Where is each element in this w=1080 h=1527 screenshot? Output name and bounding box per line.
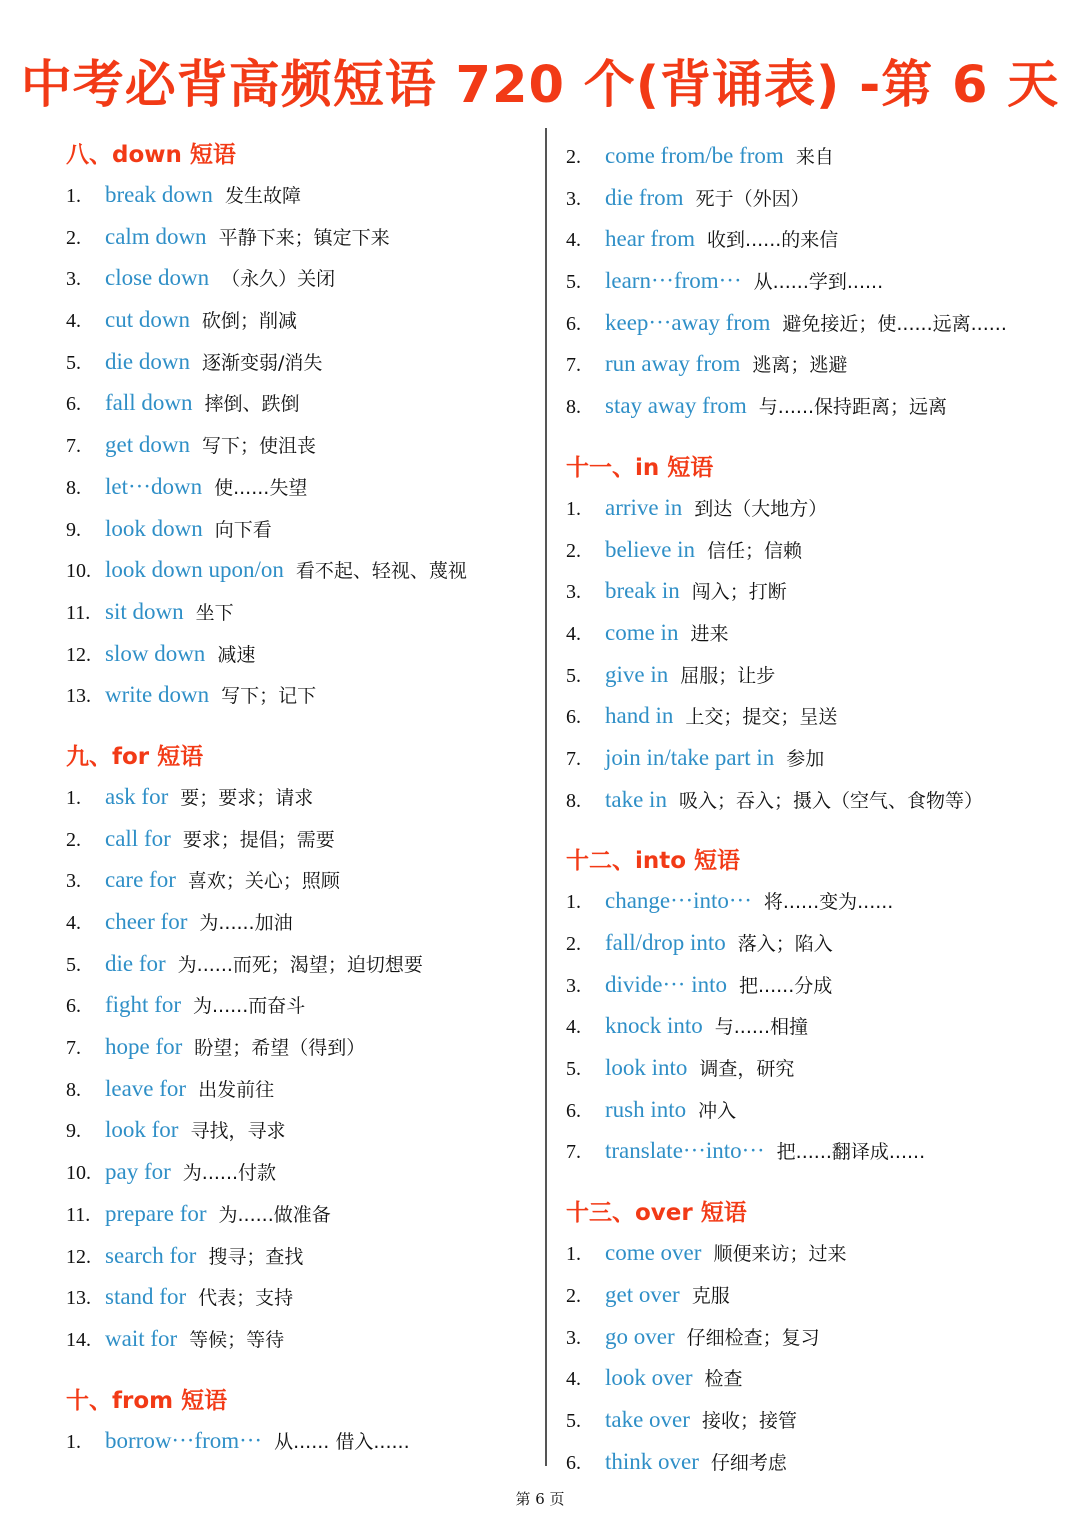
chinese-meaning: 把......翻译成...... <box>776 1141 926 1164</box>
item-number: 3. <box>566 974 581 997</box>
item-number: 3. <box>66 870 81 893</box>
list-item <box>566 385 1066 427</box>
list-item <box>66 466 536 508</box>
chinese-meaning: 检查 <box>704 1368 743 1391</box>
list-item <box>66 174 536 216</box>
chinese-meaning: 闯入；打断 <box>691 581 787 604</box>
chinese-meaning: 来自 <box>795 146 834 168</box>
chinese-meaning: 从...... 借入...... <box>274 1430 410 1453</box>
list-item <box>66 341 536 383</box>
list-item <box>566 1089 1066 1131</box>
item-number: 11. <box>66 601 91 624</box>
english-phrase: change···into··· <box>605 888 752 914</box>
english-phrase: search for <box>105 1242 197 1268</box>
english-phrase: arrive in <box>605 494 683 520</box>
english-phrase: cheer for <box>105 909 188 934</box>
chinese-meaning: 寻找，寻求 <box>190 1120 286 1143</box>
chinese-meaning: 克服 <box>691 1284 730 1307</box>
phrase-section <box>566 834 1066 1172</box>
item-number: 5. <box>566 1058 581 1081</box>
chinese-meaning: 死于（外因） <box>695 187 810 210</box>
list-item <box>566 1232 1066 1274</box>
item-number: 6. <box>66 393 81 416</box>
english-phrase: break down <box>105 182 213 207</box>
english-phrase: leave for <box>105 1075 187 1101</box>
item-number: 7. <box>566 747 581 770</box>
list-item <box>66 1235 536 1277</box>
list-item <box>566 260 1066 302</box>
english-phrase: get over <box>605 1281 680 1307</box>
english-phrase: let···down <box>105 473 203 499</box>
list-item <box>566 218 1066 260</box>
item-number: 6. <box>566 706 581 729</box>
english-phrase: look down <box>105 515 203 541</box>
item-number: 6. <box>566 312 581 335</box>
list-item <box>66 776 536 818</box>
section-heading: 十、from 短语 <box>66 1387 228 1414</box>
item-number: 3. <box>66 268 81 291</box>
english-phrase: go over <box>605 1323 675 1349</box>
chinese-meaning: 逃离；逃避 <box>752 354 848 377</box>
list-item <box>66 1318 536 1360</box>
list-item <box>566 1316 1066 1358</box>
list-item <box>66 943 536 985</box>
list-item <box>566 177 1066 219</box>
list-item <box>66 591 536 633</box>
english-phrase: think over <box>605 1448 699 1474</box>
list-item <box>566 695 1066 737</box>
chinese-meaning: 代表；支持 <box>198 1287 294 1310</box>
item-number: 5. <box>66 351 81 374</box>
list-item <box>566 779 1066 821</box>
chinese-meaning: 平静下来；镇定下来 <box>218 226 390 249</box>
item-number: 13. <box>66 1287 91 1310</box>
chinese-meaning: 等候；等待 <box>189 1328 285 1351</box>
item-number: 4. <box>66 912 81 934</box>
english-phrase: stay away from <box>605 393 747 419</box>
right-column <box>566 128 1066 1482</box>
list-item <box>566 487 1066 529</box>
item-number: 4. <box>566 622 581 645</box>
item-number: 5. <box>66 953 81 976</box>
chinese-meaning: 为......付款 <box>182 1162 277 1185</box>
section-heading: 十二、into 短语 <box>566 848 741 875</box>
english-phrase: sit down <box>105 598 184 624</box>
chinese-meaning: 写下；记下 <box>221 685 317 708</box>
list-item <box>66 424 536 466</box>
english-phrase: call for <box>105 825 171 851</box>
english-phrase: hand in <box>605 703 674 729</box>
item-number: 7. <box>66 435 81 458</box>
list-item <box>566 964 1066 1006</box>
list-item <box>66 901 536 943</box>
list-item <box>66 299 536 341</box>
item-number: 8. <box>566 789 581 812</box>
page-number: 第 6 页 <box>515 1490 565 1508</box>
chinese-meaning: （永久）关闭 <box>221 268 336 291</box>
english-phrase: break in <box>605 578 680 604</box>
english-phrase: close down <box>105 265 210 291</box>
item-number: 1. <box>566 891 581 914</box>
item-number: 2. <box>566 146 581 168</box>
english-phrase: look down upon/on <box>105 557 284 583</box>
chinese-meaning: 为......而死；渴望；迫切想要 <box>177 953 423 976</box>
item-number: 3. <box>566 1326 581 1349</box>
phrase-section <box>566 128 1066 427</box>
chinese-meaning: 搜寻；查找 <box>208 1245 304 1268</box>
item-number: 8. <box>566 396 581 419</box>
list-item <box>66 1151 536 1193</box>
item-number: 9. <box>66 518 81 541</box>
english-phrase: slow down <box>105 640 206 666</box>
english-phrase: prepare for <box>105 1200 207 1226</box>
english-phrase: take over <box>605 1406 690 1432</box>
item-number: 2. <box>566 539 581 562</box>
list-item <box>566 1441 1066 1483</box>
list-item <box>566 302 1066 344</box>
section-heading: 十一、in 短语 <box>566 454 714 481</box>
chinese-meaning: 看不起、轻视、蔑视 <box>295 560 467 583</box>
item-number: 5. <box>566 664 581 687</box>
english-phrase: look over <box>605 1365 693 1391</box>
english-phrase: hear from <box>605 226 696 252</box>
english-phrase: write down <box>105 682 210 708</box>
chinese-meaning: 坐下 <box>195 601 234 624</box>
item-number: 1. <box>66 1430 81 1453</box>
list-item <box>566 880 1066 922</box>
list-item <box>66 508 536 550</box>
section-heading: 八、down 短语 <box>66 142 236 168</box>
english-phrase: die for <box>105 950 166 976</box>
chinese-meaning: 为......做准备 <box>218 1203 331 1226</box>
chinese-meaning: 吸入；吞入；摄入（空气、食物等） <box>678 789 983 812</box>
item-number: 5. <box>566 271 581 294</box>
chinese-meaning: 使......失望 <box>214 476 308 499</box>
item-number: 1. <box>566 1243 581 1266</box>
english-phrase: hope for <box>105 1034 183 1060</box>
item-number: 10. <box>66 1162 91 1185</box>
english-phrase: die down <box>105 348 190 374</box>
item-number: 8. <box>66 476 81 499</box>
list-item <box>566 1047 1066 1089</box>
english-phrase: care for <box>105 867 176 893</box>
list-item <box>566 654 1066 696</box>
item-number: 12. <box>66 643 91 666</box>
left-column <box>66 128 536 1461</box>
item-number: 6. <box>66 995 81 1018</box>
list-item <box>566 135 1066 177</box>
list-item <box>566 1399 1066 1441</box>
page-title: 中考必背高频短语 720 个(背诵表) -第 6 天 <box>20 56 1060 115</box>
chinese-meaning: 到达（大地方） <box>694 497 828 520</box>
chinese-meaning: 将......变为...... <box>763 891 894 914</box>
english-phrase: knock into <box>605 1013 703 1039</box>
item-number: 5. <box>566 1409 581 1432</box>
list-item <box>66 674 536 716</box>
list-item <box>566 1274 1066 1316</box>
english-phrase: look into <box>605 1055 688 1081</box>
list-item <box>66 818 536 860</box>
chinese-meaning: 与......保持距离；远离 <box>758 396 948 419</box>
chinese-meaning: 把......分成 <box>739 974 833 997</box>
phrase-section <box>66 730 536 1360</box>
list-item <box>566 529 1066 571</box>
english-phrase: fall/drop into <box>605 930 726 955</box>
item-number: 4. <box>566 1016 581 1039</box>
chinese-meaning: 调查，研究 <box>699 1058 795 1081</box>
chinese-meaning: 与......相撞 <box>714 1016 808 1039</box>
item-number: 10. <box>66 560 91 583</box>
list-item <box>566 570 1066 612</box>
chinese-meaning: 喜欢；关心；照顾 <box>187 870 340 893</box>
chinese-meaning: 减速 <box>217 643 256 666</box>
english-phrase: come over <box>605 1240 702 1266</box>
item-number: 1. <box>566 497 581 520</box>
chinese-meaning: 信任；信赖 <box>707 539 803 562</box>
chinese-meaning: 为......加油 <box>199 912 293 934</box>
list-item <box>66 549 536 591</box>
item-number: 7. <box>566 1141 581 1164</box>
list-item <box>66 1109 536 1151</box>
list-item <box>66 257 536 299</box>
english-phrase: borrow···from··· <box>105 1427 263 1453</box>
list-item <box>66 1276 536 1318</box>
item-number: 1. <box>66 786 81 809</box>
section-heading: 九、for 短语 <box>66 743 204 770</box>
item-number: 3. <box>566 187 581 210</box>
english-phrase: cut down <box>105 307 190 333</box>
list-item <box>566 343 1066 385</box>
chinese-meaning: 进来 <box>690 622 729 645</box>
list-item <box>66 1068 536 1110</box>
english-phrase: fall down <box>105 390 193 416</box>
chinese-meaning: 砍倒；削减 <box>201 310 297 333</box>
item-number: 4. <box>66 310 81 333</box>
english-phrase: pay for <box>105 1159 171 1185</box>
list-item <box>66 1026 536 1068</box>
item-number: 7. <box>66 1037 81 1060</box>
chinese-meaning: 要求；提倡；需要 <box>182 828 335 851</box>
english-phrase: calm down <box>105 223 207 249</box>
chinese-meaning: 接收；接管 <box>701 1409 797 1432</box>
chinese-meaning: 发生故障 <box>224 185 301 207</box>
item-number: 13. <box>66 685 91 708</box>
list-item <box>566 1357 1066 1399</box>
chinese-meaning: 仔细检查；复习 <box>686 1326 820 1349</box>
list-item <box>566 612 1066 654</box>
english-phrase: rush into <box>605 1096 687 1122</box>
chinese-meaning: 落入；陷入 <box>737 933 833 955</box>
english-phrase: come from/be from <box>605 143 784 168</box>
english-phrase: translate···into··· <box>605 1138 765 1164</box>
chinese-meaning: 盼望；希望（得到） <box>194 1037 366 1060</box>
item-number: 2. <box>566 1284 581 1307</box>
item-number: 8. <box>66 1078 81 1101</box>
list-item <box>66 382 536 424</box>
item-number: 2. <box>66 828 81 851</box>
english-phrase: fight for <box>105 992 182 1018</box>
english-phrase: wait for <box>105 1325 178 1351</box>
chinese-meaning: 向下看 <box>214 518 272 541</box>
chinese-meaning: 避免接近；使......远离...... <box>782 312 1007 335</box>
item-number: 9. <box>66 1120 81 1143</box>
phrase-section <box>66 1374 536 1462</box>
item-number: 2. <box>566 933 581 955</box>
column-divider <box>545 128 547 1466</box>
chinese-meaning: 要；要求；请求 <box>180 786 314 809</box>
list-item <box>566 922 1066 964</box>
list-item <box>566 1005 1066 1047</box>
phrase-section <box>566 441 1066 821</box>
chinese-meaning: 从......学到...... <box>753 271 884 294</box>
phrase-section <box>566 1186 1066 1482</box>
chinese-meaning: 摔倒、跌倒 <box>204 393 300 416</box>
chinese-meaning: 上交；提交；呈送 <box>685 706 838 729</box>
chinese-meaning: 为......而奋斗 <box>193 995 306 1018</box>
item-number: 6. <box>566 1451 581 1474</box>
list-item <box>66 984 536 1026</box>
item-number: 7. <box>566 354 581 377</box>
english-phrase: come in <box>605 619 679 645</box>
english-phrase: stand for <box>105 1284 187 1310</box>
chinese-meaning: 逐渐变弱/消失 <box>201 351 323 374</box>
english-phrase: get down <box>105 432 190 458</box>
item-number: 4. <box>566 229 581 252</box>
list-item <box>66 216 536 258</box>
item-number: 3. <box>566 581 581 604</box>
chinese-meaning: 出发前往 <box>198 1078 275 1101</box>
english-phrase: ask for <box>105 783 169 809</box>
list-item <box>566 737 1066 779</box>
english-phrase: look for <box>105 1117 179 1143</box>
list-item <box>66 1420 536 1462</box>
english-phrase: run away from <box>605 351 741 377</box>
english-phrase: believe in <box>605 536 696 562</box>
item-number: 11. <box>66 1203 91 1226</box>
item-number: 1. <box>66 185 81 207</box>
english-phrase: keep···away from <box>605 309 771 335</box>
list-item <box>66 859 536 901</box>
english-phrase: give in <box>605 661 669 687</box>
english-phrase: join in/take part in <box>605 744 775 770</box>
chinese-meaning: 参加 <box>786 747 825 770</box>
item-number: 2. <box>66 226 81 249</box>
chinese-meaning: 收到......的来信 <box>707 229 839 252</box>
chinese-meaning: 顺便来访；过来 <box>713 1243 847 1266</box>
item-number: 6. <box>566 1099 581 1122</box>
english-phrase: divide··· into <box>605 971 727 997</box>
chinese-meaning: 屈服；让步 <box>680 664 776 687</box>
english-phrase: learn···from··· <box>605 268 742 294</box>
list-item <box>66 633 536 675</box>
list-item <box>66 1193 536 1235</box>
english-phrase: take in <box>605 786 667 812</box>
chinese-meaning: 仔细考虑 <box>710 1451 787 1474</box>
section-heading: 十三、over 短语 <box>566 1200 747 1227</box>
chinese-meaning: 写下；使沮丧 <box>201 435 316 458</box>
english-phrase: die from <box>605 184 684 210</box>
item-number: 12. <box>66 1245 91 1268</box>
phrase-section <box>66 128 536 716</box>
item-number: 14. <box>66 1328 91 1351</box>
list-item <box>566 1130 1066 1172</box>
chinese-meaning: 冲入 <box>698 1099 737 1122</box>
item-number: 4. <box>566 1368 581 1391</box>
